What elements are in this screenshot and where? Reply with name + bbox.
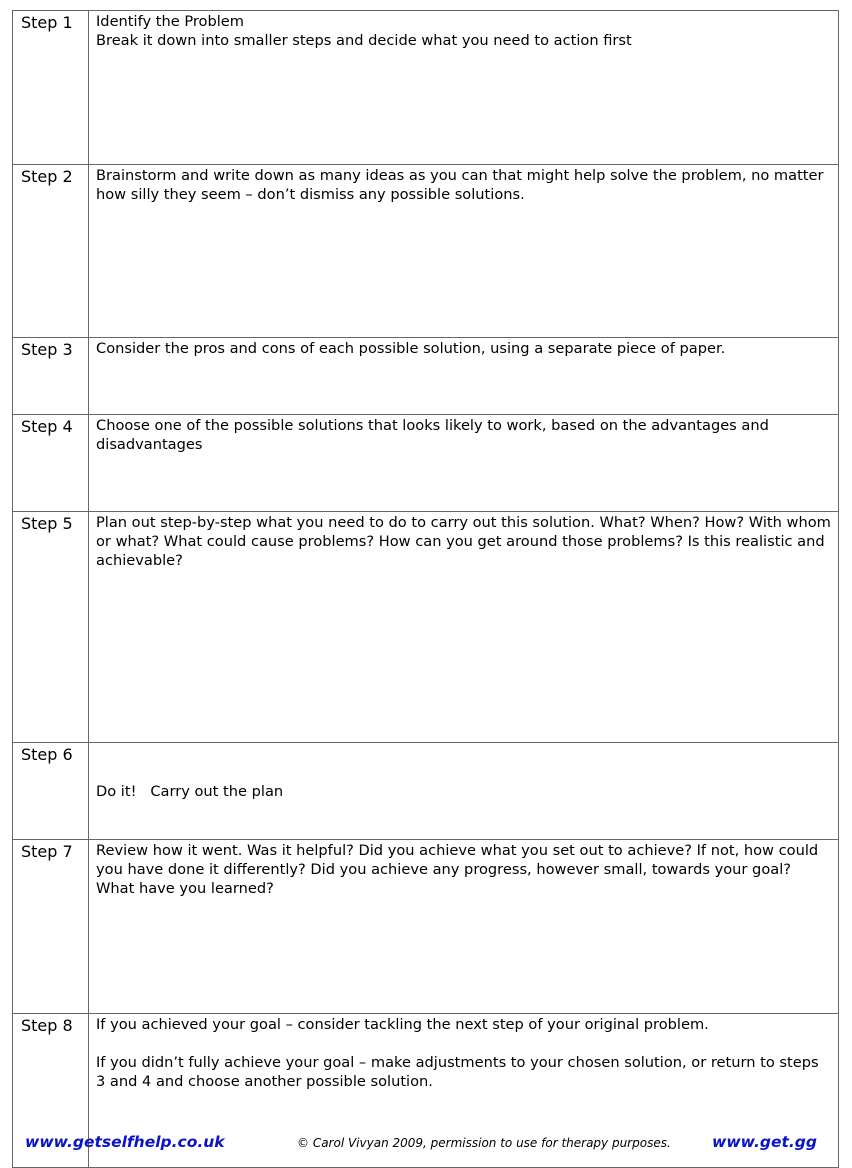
- step-description-line: Do it! Carry out the plan: [96, 783, 284, 800]
- step-description-paragraph: If you achieved your goal – consider tackling the next step of your original problem.: [96, 1016, 709, 1033]
- step-label: Step 8: [21, 1016, 73, 1035]
- step-content-cell: [89, 415, 839, 512]
- step-content-cell: [89, 11, 839, 165]
- step-content-cell: [89, 840, 839, 1014]
- problem-solving-steps-table: [12, 10, 839, 1168]
- copyright-notice: © Carol Vivyan 2009, permission to use for therapy purposes.: [297, 1136, 671, 1150]
- step-label-cell: [13, 338, 89, 415]
- step-description: [89, 11, 838, 50]
- step-label: Step 1: [21, 13, 73, 32]
- step-description: [89, 1014, 838, 1091]
- step-label-cell: [13, 743, 89, 840]
- step-description-line: Choose one of the possible solutions that looks likely to work, based on the advantages and disadvantages: [96, 417, 769, 453]
- step-row: [13, 165, 839, 338]
- step-description-line: Break it down into smaller steps and decide what you need to action first: [96, 32, 632, 49]
- step-content-cell: [89, 165, 839, 338]
- step-description: [89, 338, 838, 358]
- step-label: Step 5: [21, 514, 73, 533]
- step-description-line: Plan out step-by-step what you need to do to carry out this solution. What? When? How? With whom or what? What could cause problems? How can you get around those problems? Is this realistic and achievable?: [96, 514, 831, 569]
- step-description-paragraph: If you didn’t fully achieve your goal – make adjustments to your chosen solution, or return to steps 3 and 4 and choose another possible solution.: [96, 1054, 819, 1090]
- step-label: Step 6: [21, 745, 73, 764]
- step-label: Step 2: [21, 167, 73, 186]
- step-description: [89, 743, 838, 839]
- step-content-cell: [89, 512, 839, 743]
- step-content-cell: [89, 338, 839, 415]
- step-row: [13, 512, 839, 743]
- step-label-cell: [13, 165, 89, 338]
- step-description: [89, 415, 838, 454]
- page-footer: [0, 1133, 852, 1153]
- step-content-cell: [89, 743, 839, 840]
- step-row: [13, 743, 839, 840]
- step-description: [89, 840, 838, 898]
- step-label: Step 3: [21, 340, 73, 359]
- step-description-line: Review how it went. Was it helpful? Did you achieve what you set out to achieve? If not, how could you have done it differently? Did you achieve any progress, however small, towards your goal? What have you learned?: [96, 842, 819, 897]
- step-description: [89, 165, 838, 204]
- step-label-cell: [13, 512, 89, 743]
- step-row: [13, 338, 839, 415]
- step-description-line: Brainstorm and write down as many ideas as you can that might help solve the problem, no matter how silly they seem – don’t dismiss any possible solutions.: [96, 167, 824, 203]
- getselfhelp-website-link[interactable]: www.getselfhelp.co.uk: [25, 1133, 225, 1151]
- step-label-cell: [13, 11, 89, 165]
- step-label-cell: [13, 415, 89, 512]
- step-label: Step 7: [21, 842, 73, 861]
- step-row: [13, 415, 839, 512]
- step-label-cell: [13, 840, 89, 1014]
- get-gg-website-link[interactable]: www.get.gg: [712, 1133, 817, 1151]
- step-row: [13, 11, 839, 165]
- step-label: Step 4: [21, 417, 73, 436]
- step-description-line: Identify the Problem: [96, 13, 244, 30]
- step-description-line: Consider the pros and cons of each possible solution, using a separate piece of paper.: [96, 340, 726, 357]
- step-description: [89, 512, 838, 570]
- step-row: [13, 840, 839, 1014]
